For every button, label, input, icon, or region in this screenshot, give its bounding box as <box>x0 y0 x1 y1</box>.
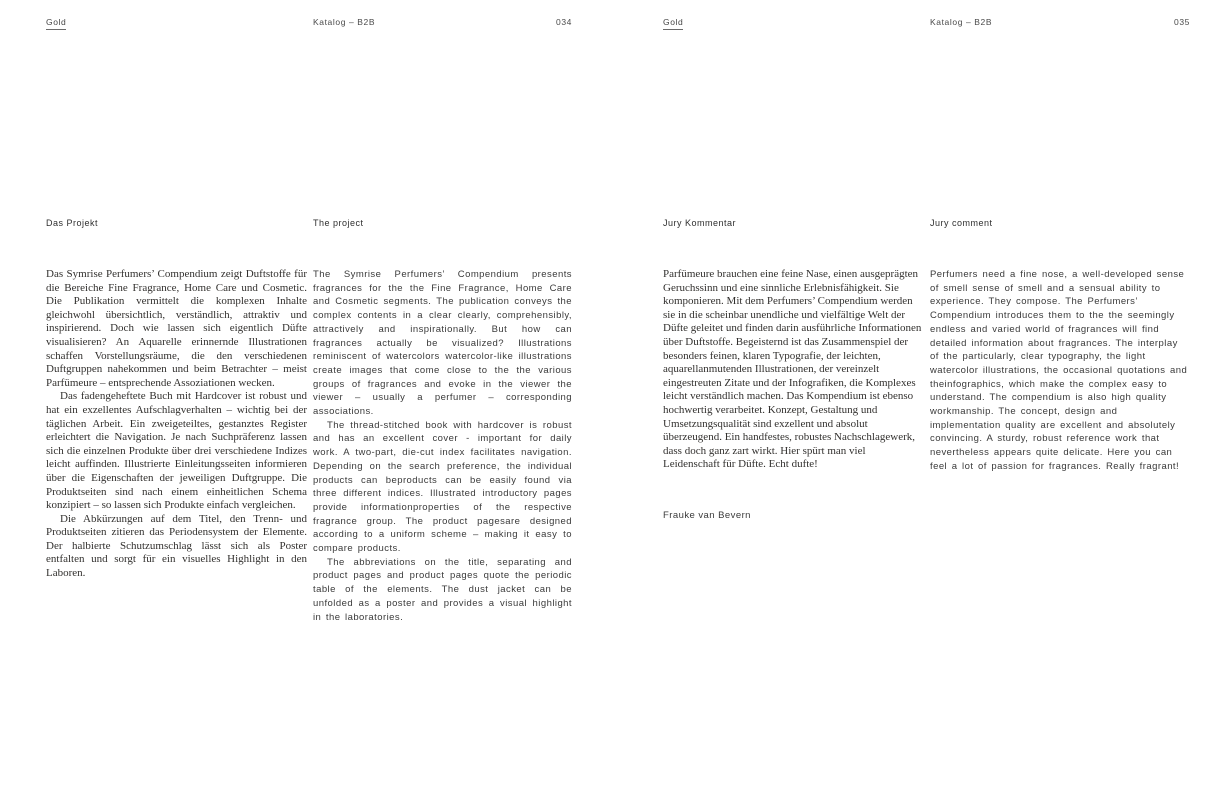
section-label-jury-comment: Jury comment <box>930 218 993 228</box>
project-de-paragraph-1: Das Symrise Perfumers’ Compendium zeigt Duftstoffe für die Bereiche Fine Fragrance, Home Care und Cosmetic. Die Publikation vermittelt die komplexen Inhalte gleichwohl übersichtlich, verständlich, attraktiv und inspirierend. Doch wie lassen sich eigentlich Düfte visualisieren? An Aquarelle erinnernde Illustrationen schaffen Vorstellungsräume, die den verschiedenen Duftgruppen nahekommen und beim Betrachter – meist Parfümeure – entsprechende Assoziationen wecken. <box>46 268 307 389</box>
jury-text-german <box>663 268 924 472</box>
jury-de-paragraph: Parfümeure brauchen eine feine Nase, einen ausgeprägten Geruchssinn und eine sinnliche Erlebnisfähigkeit. Sie komponieren. Mit dem Perfumers’ Compendium werden sie in die scheinbar unendliche und vielfältige Welt der Düfte geleitet und finden darin ausführliche Informationen über Duftstoffe. Begeisternd ist das Zusammenspiel der besonders feinen, klaren Typografie, der leichten, aquarellanmutenden Illustrationen, der vereinzelt eingestreuten Zitate und der Infografiken, die Komplexes leicht verständlich machen. Das Kompendium ist ebenso hochwertig verarbeitet. Konzept, Gestaltung und Umsetzungsqualität sind exzellent und absolut überzeugend. Ein handfestes, robustes Nachschlagewerk, dass doch ganz zart wirkt. Hier spürt man viel Leidenschaft für Düfte. Echt dufte! <box>663 268 922 471</box>
project-en-paragraph-2: The thread-stitched book with hardcover is robust and has an excellent cover - important for daily work. A two-part, die-cut index facilitates navigation. Depending on the search preference, the individual products can beproducts can be easily found via three different indices. Illustrated introductory pages provide informationproperties of the respective fragrance group. The product pagesare designed according to a uniform scheme – making it easy to compare products. <box>313 419 572 555</box>
jury-text-english <box>930 268 1190 474</box>
left-header-page-number: 034 <box>556 17 572 27</box>
project-en-paragraph-3: The abbreviations on the title, separating and product pages and product pages quote the periodic table of the elements. The dust jacket can be unfolded as a poster and provides a visual highlight in the laboratories. <box>313 556 572 623</box>
page-right <box>616 0 1232 801</box>
section-label-jury-kommentar: Jury Kommentar <box>663 218 737 228</box>
project-de-paragraph-3: Die Abkürzungen auf dem Titel, den Trenn- und Produktseiten zitieren das Periodensystem der Elemente. Der halbierte Schutzumschlag lässt sich als Poster entfalten und sorgt für ein visuelles Highlight in den Laboren. <box>46 512 307 580</box>
right-header-category: Gold <box>663 17 683 30</box>
jury-en-paragraph: Perfumers need a fine nose, a well-developed sense of smell sense of smell and a sensual ability to experience. They compose. The Perfumers’ Compendium introduces them to the the seemingly endless and varied world of fragrances will find detailed information about fragrances. The interplay of the particularly, clear typography, the light watercolor illustrations, the occasional quotations and theinfographics, which make the complex easy to understand. The compendium is also high quality workmanship. The concept, design and implementation quality are excellent and absolutely convincing. A sturdy, robust reference work that nevertheless appears quite delicate. Here you can feel a lot of passion for fragrances. Really fragrant! <box>930 269 1188 472</box>
juror-name: Frauke van Bevern <box>663 510 751 521</box>
right-header-page-number: 035 <box>1174 17 1190 27</box>
left-header-category: Gold <box>46 17 66 30</box>
project-en-paragraph-1: The Symrise Perfumers’ Compendium presents fragrances for the the Fine Fragrance, Home Care and Cosmetic segments. The publication conveys the complex contents in a clear clearly, comprehensibly, attractively and inspirationally. But how can fragrances actually be visualized? Illustrations reminiscent of watercolors watercolor-like illustrations create images that come close to the the various groups of fragrances and evoke in the viewer the viewer – usually a perfumer – corresponding associations. <box>313 269 572 418</box>
project-text-german <box>46 268 307 581</box>
left-header-section: Katalog – B2B <box>313 17 376 27</box>
right-header-section: Katalog – B2B <box>930 17 993 27</box>
project-de-paragraph-2: Das fadengeheftete Buch mit Hardcover ist robust und hat ein exzellentes Aufschlagverhalten – wichtig bei der täglichen Arbeit. Ein zweigeteiltes, gestanztes Register erleichtert die Navigation. Je nach Suchpräferenz lassen sich die einzelnen Produkte über drei verschiedene Indizes leicht auffinden. Illustrierte Einleitungsseiten informieren über die Eigenschaften der jeweiligen Duftgruppe. Die Produktseiten sind nach einem einheitlichen Schema konzipiert – so lassen sich Produkte einfach vergleichen. <box>46 390 307 512</box>
project-text-english <box>313 268 572 624</box>
section-label-the-project: The project <box>313 218 364 228</box>
section-label-das-projekt: Das Projekt <box>46 218 99 228</box>
